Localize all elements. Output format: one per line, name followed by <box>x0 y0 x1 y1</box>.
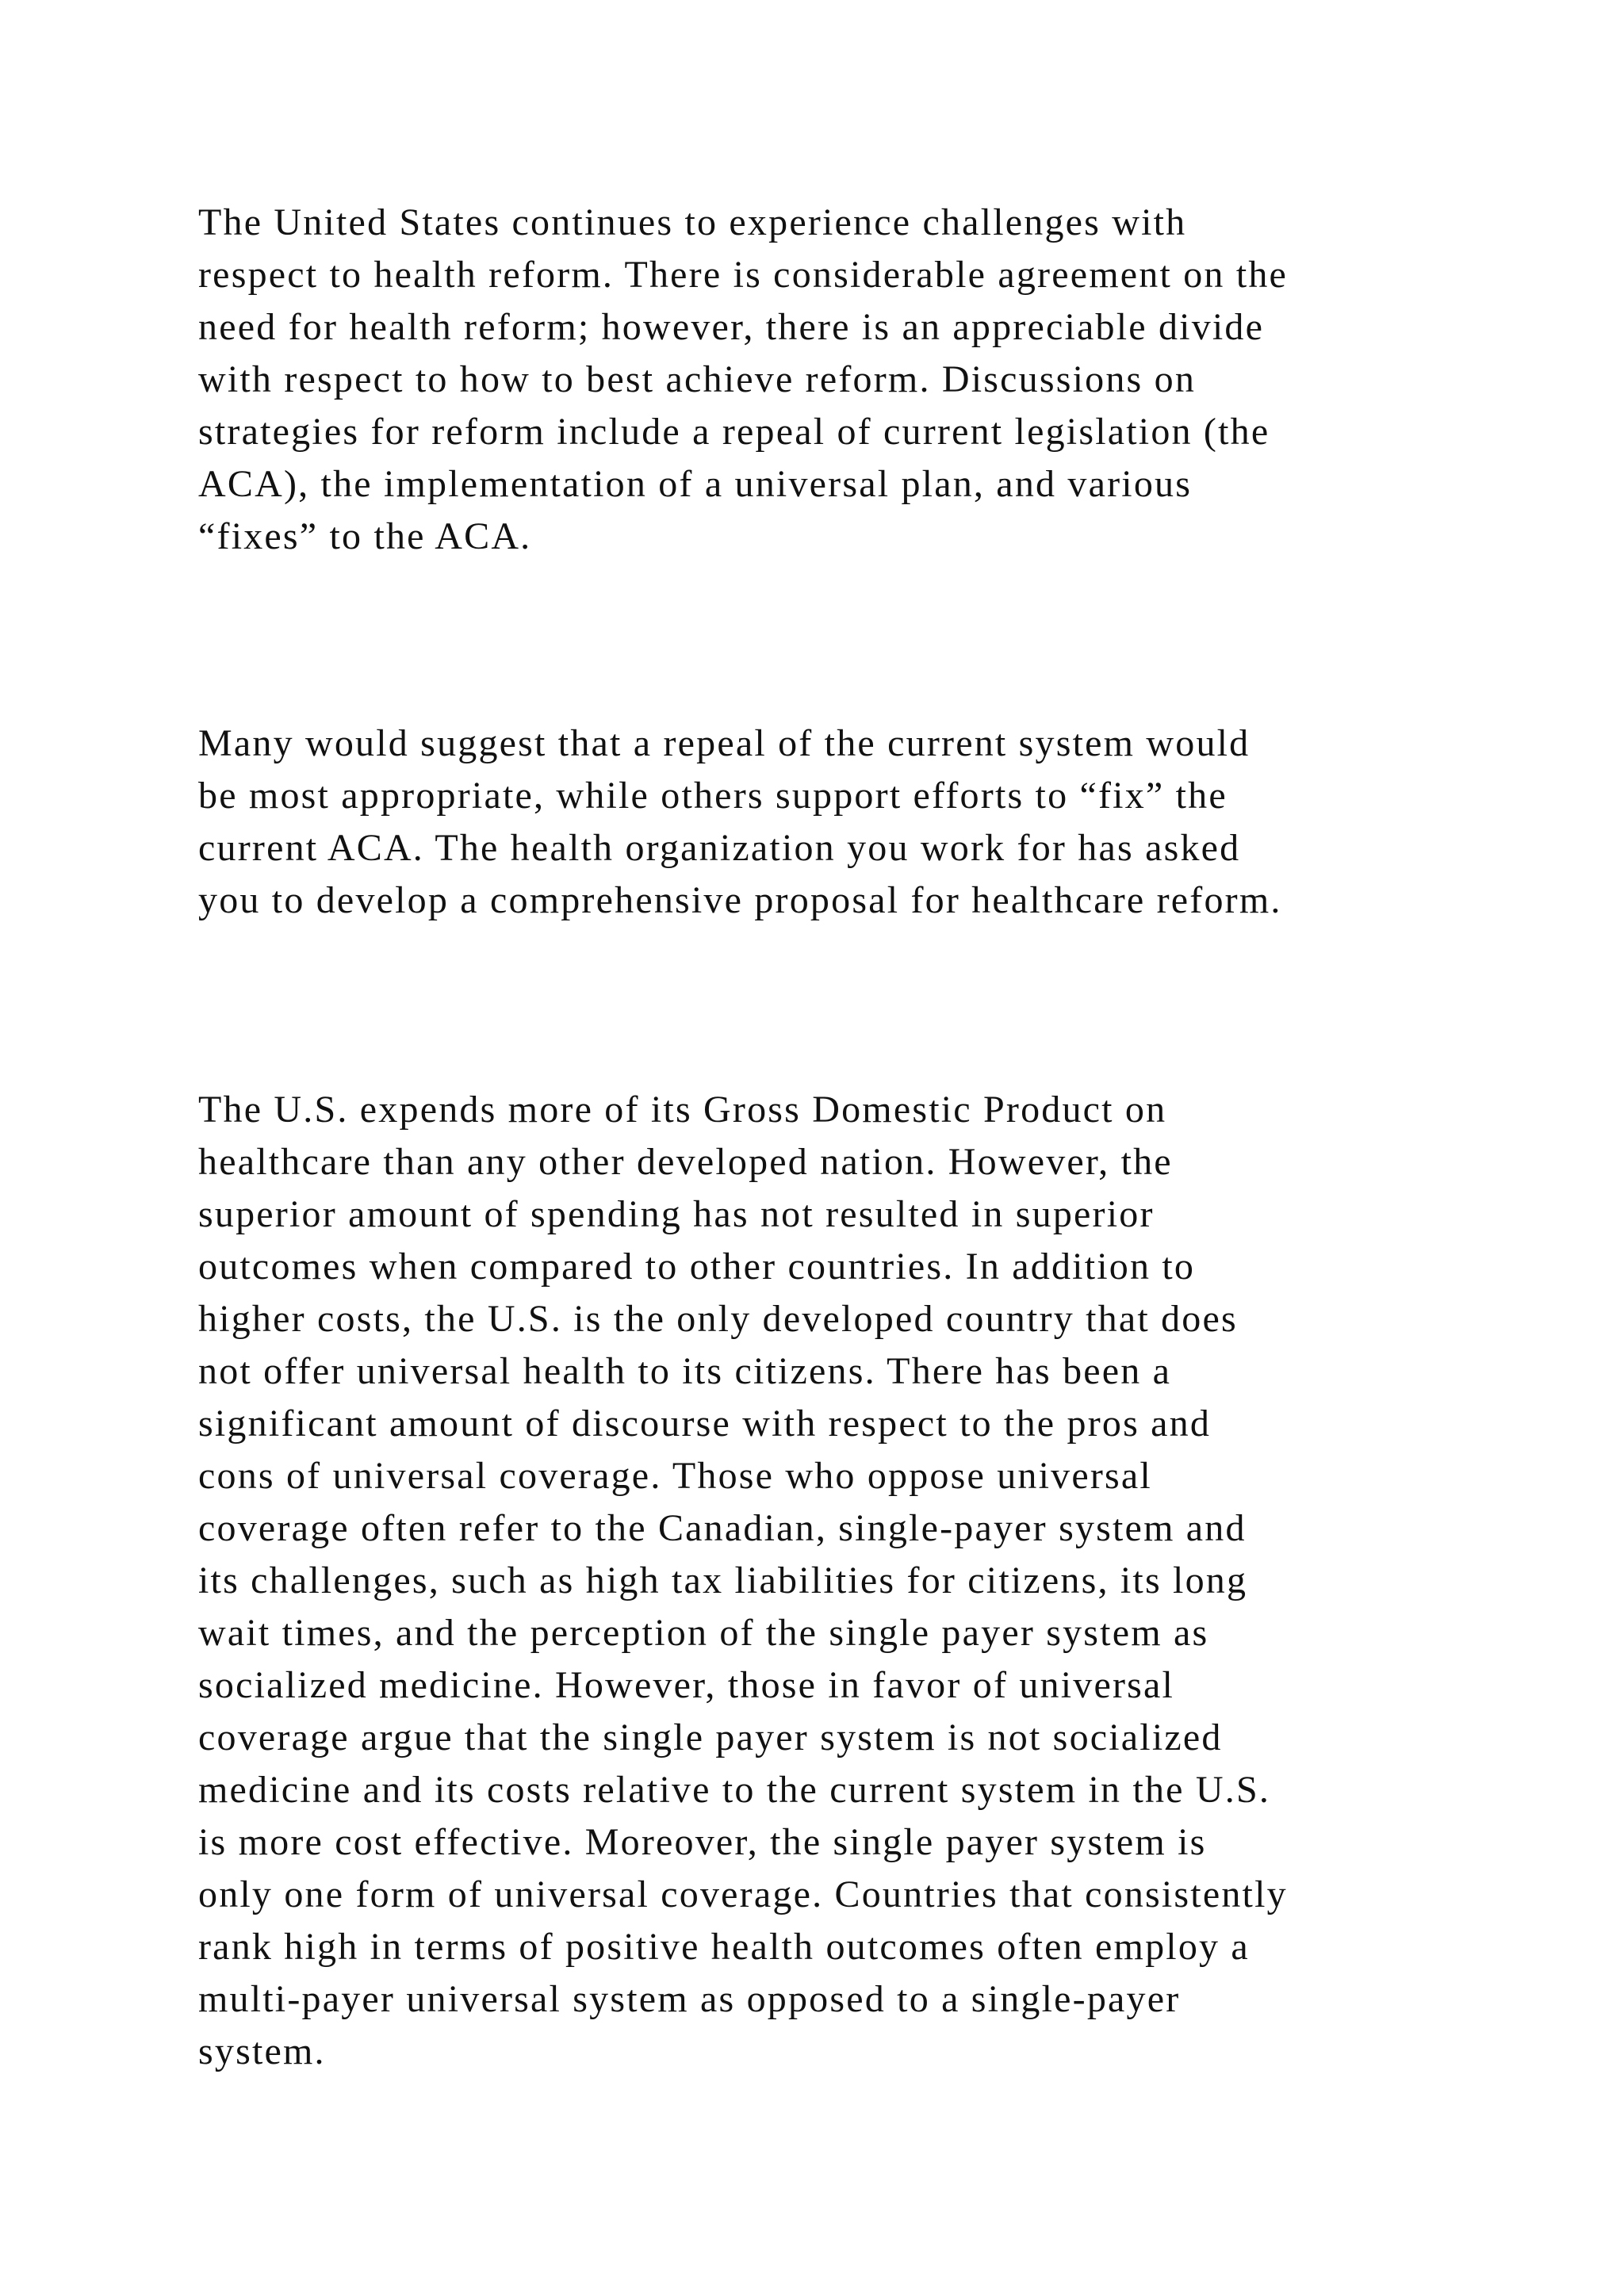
text-line: The United States continues to experience challenges with <box>198 201 1187 243</box>
text-line: outcomes when compared to other countries. In addition to <box>198 1246 1196 1288</box>
text-line: current ACA. The health organization you work for has asked <box>198 827 1241 869</box>
text-line: system. <box>198 2030 326 2072</box>
text-line: superior amount of spending has not resulted in superior <box>198 1193 1155 1235</box>
text-line: healthcare than any other developed nation. However, the <box>198 1141 1173 1183</box>
text-line: The U.S. expends more of its Gross Domestic Product on <box>198 1089 1167 1131</box>
text-line: only one form of universal coverage. Countries that consistently <box>198 1873 1288 1915</box>
text-line: medicine and its costs relative to the current system in the U.S. <box>198 1769 1271 1811</box>
paragraph-repeal-or-fix <box>198 718 1499 927</box>
text-line: strategies for reform include a repeal of current legislation (the <box>198 411 1270 453</box>
text-line: ACA), the implementation of a universal plan, and various <box>198 463 1193 505</box>
text-line: respect to health reform. There is considerable agreement on the <box>198 254 1289 296</box>
paragraph-health-reform-challenges <box>198 197 1499 563</box>
text-line: multi-payer universal system as opposed to a single-payer <box>198 1978 1181 2020</box>
text-line: coverage often refer to the Canadian, single-payer system and <box>198 1507 1247 1549</box>
text-line: not offer universal health to its citizens. There has been a <box>198 1350 1172 1392</box>
text-line: is more cost effective. Moreover, the single payer system is <box>198 1821 1207 1863</box>
text-line: rank high in terms of positive health outcomes often employ a <box>198 1926 1250 1968</box>
text-line: cons of universal coverage. Those who oppose universal <box>198 1455 1152 1497</box>
text-line: significant amount of discourse with respect to the pros and <box>198 1402 1212 1445</box>
text-line: socialized medicine. However, those in favor of universal <box>198 1664 1175 1706</box>
text-line: with respect to how to best achieve reform. Discussions on <box>198 358 1197 400</box>
text-line: need for health reform; however, there is an appreciable divide <box>198 306 1265 348</box>
text-line: higher costs, the U.S. is the only developed country that does <box>198 1298 1238 1340</box>
text-line: its challenges, such as high tax liabilities for citizens, its long <box>198 1559 1248 1601</box>
text-line: be most appropriate, while others support efforts to “fix” the <box>198 775 1228 817</box>
text-line: Many would suggest that a repeal of the current system would <box>198 722 1251 764</box>
text-line: “fixes” to the ACA. <box>198 515 532 557</box>
text-line: coverage argue that the single payer system is not socialized <box>198 1716 1223 1758</box>
text-line: wait times, and the perception of the single payer system as <box>198 1612 1209 1654</box>
paragraph-universal-coverage <box>198 1084 1499 2078</box>
text-line: you to develop a comprehensive proposal for healthcare reform. <box>198 879 1282 921</box>
